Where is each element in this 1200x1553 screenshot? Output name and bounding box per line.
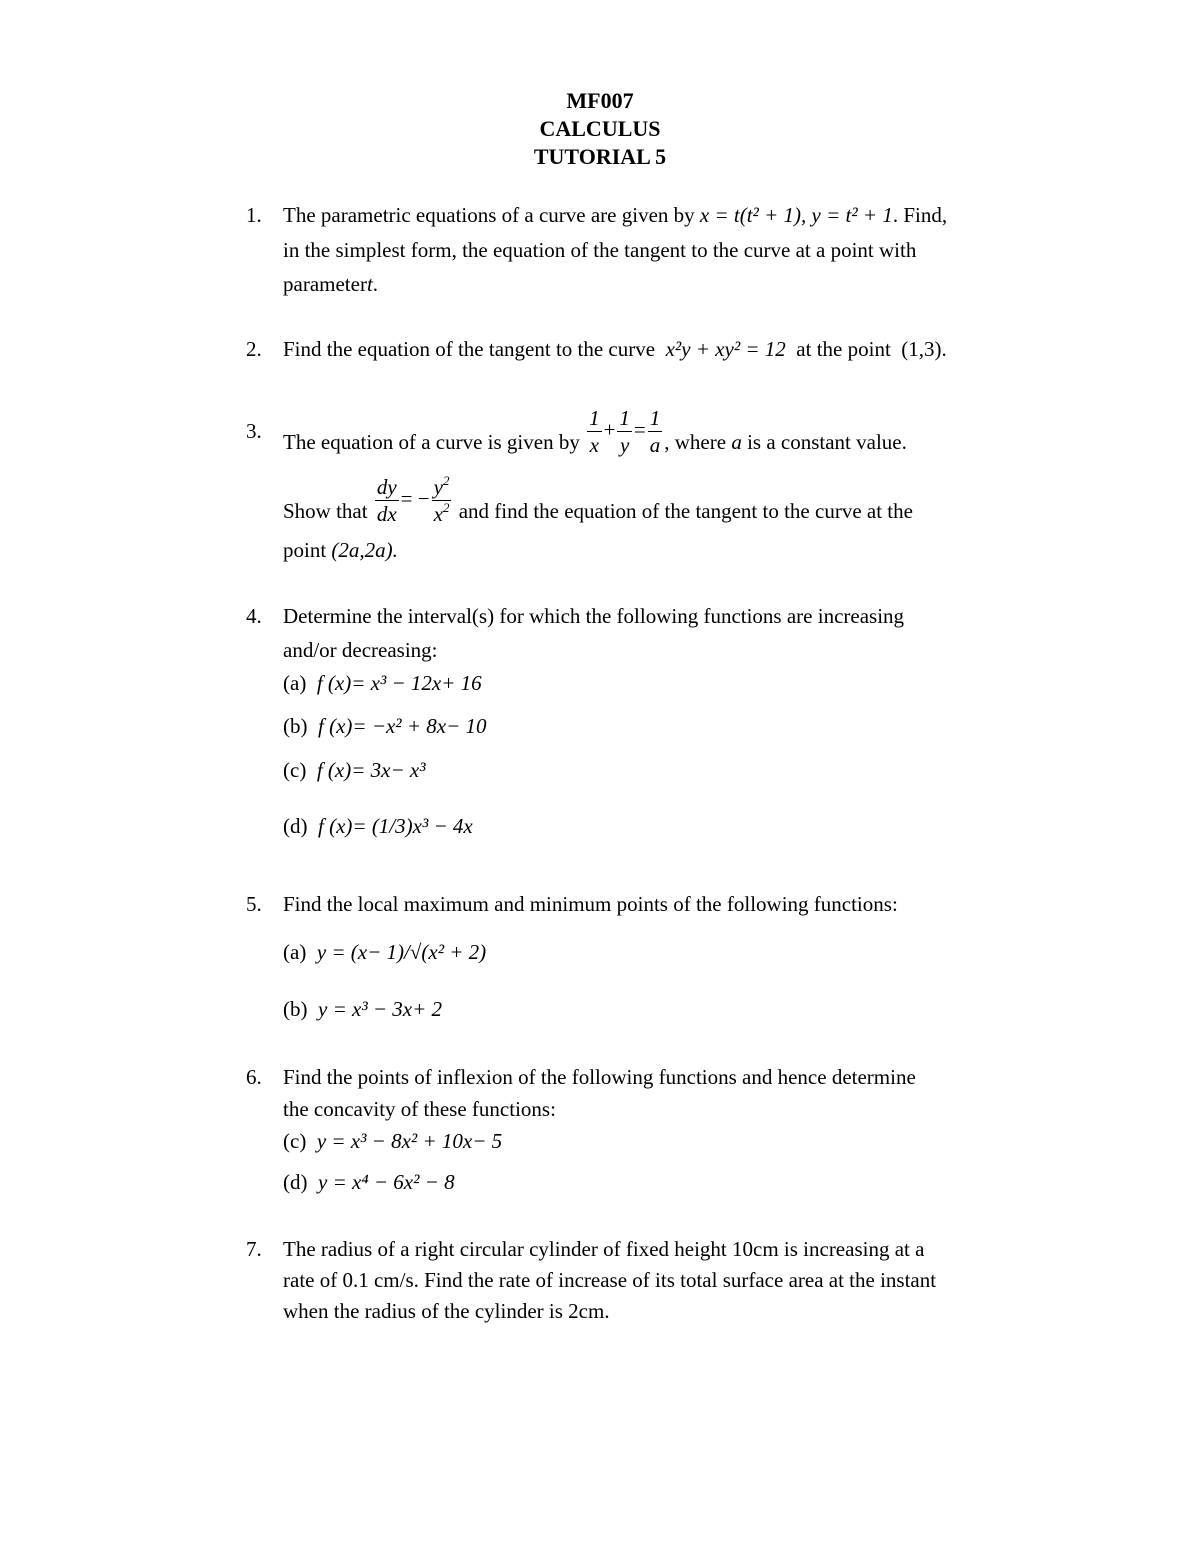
sub-part: (b) f (x)= −x² + 8x− 10 xyxy=(283,714,487,738)
question-line: The radius of a right circular cylinder of fixed height 10cm is increasing at a xyxy=(283,1237,925,1261)
question-line: Find the points of inflexion of the following functions and hence determine xyxy=(283,1065,916,1089)
fraction: $\frac{y^2}{x^2}$ xyxy=(433,473,450,526)
tutorial-title: TUTORIAL 5 xyxy=(533,144,667,169)
math-expression: y = (x− 1)/√(x² + 2) xyxy=(316,940,487,964)
question-line: rate of 0.1 cm/s. Find the rate of increase of its total surface area at the instant xyxy=(283,1268,937,1292)
math-expression: y = x⁴ − 6x² − 8 xyxy=(318,1170,455,1194)
point: (1,3). xyxy=(901,337,947,361)
math-expression: x²y + xy² = 12 xyxy=(665,337,786,361)
question-line: Determine the interval(s) for which the following functions are increasing xyxy=(283,604,905,628)
course-subject: CALCULUS xyxy=(539,116,661,141)
fraction: $\frac{1}{x}$ xyxy=(589,406,600,457)
question-line: when the radius of the cylinder is 2cm. xyxy=(283,1299,610,1323)
math-expression: f (x)= (1/3)x³ − 4x xyxy=(318,814,473,838)
sub-part: (b) y = x³ − 3x+ 2 xyxy=(283,997,443,1021)
question-line: Find the local maximum and minimum points of the following functions: xyxy=(283,892,898,916)
fraction: $\frac{1}{a}$ xyxy=(649,406,661,457)
derivative-fraction: $\frac{dy}{dx}$ xyxy=(376,475,397,526)
question-number: 4. xyxy=(246,604,262,628)
question-line: point (2a,2a). xyxy=(283,538,398,562)
math-expression: f (x)= x³ − 12x+ 16 xyxy=(316,671,482,695)
math-expression: y = x³ − 8x² + 10x− 5 xyxy=(316,1129,503,1153)
question-line: Find the equation of the tangent to the curve x²y + xy² = 12 at the point (1,3). xyxy=(283,337,947,361)
question-line: parametert. xyxy=(283,272,379,296)
math-expression: f (x)= −x² + 8x− 10 xyxy=(318,714,487,738)
sub-part: (d) y = x⁴ − 6x² − 8 xyxy=(283,1170,455,1194)
math-expression: y = x³ − 3x+ 2 xyxy=(318,997,443,1021)
sub-part: (d) f (x)= (1/3)x³ − 4x xyxy=(283,814,473,838)
question-number: 3. xyxy=(246,419,262,443)
question-line: the concavity of these functions: xyxy=(283,1097,556,1121)
question-number: 2. xyxy=(246,337,262,361)
question-line: The equation of a curve is given by $\frac{1}{x}$ + $\frac{1}{y}$ = $\frac{1}{a}$ , where a is a constant value. xyxy=(283,406,907,457)
sub-part: (a) f (x)= x³ − 12x+ 16 xyxy=(283,671,482,695)
course-code: MF007 xyxy=(566,88,634,113)
fraction: $\frac{1}{y}$ xyxy=(619,406,630,457)
sub-part: (a) y = (x− 1)/√(x² + 2) xyxy=(283,940,487,964)
question-line: The parametric equations of a curve are given by x = t(t² + 1), y = t² + 1. Find, xyxy=(283,203,948,227)
math-expression: f (x)= 3x− x³ xyxy=(316,758,426,782)
question-line: in the simplest form, the equation of the tangent to the curve at a point with xyxy=(283,238,917,262)
question-number: 6. xyxy=(246,1065,262,1089)
question-line: and/or decreasing: xyxy=(283,638,438,662)
math-expression: x = t(t² + 1), y = t² + 1 xyxy=(699,203,893,227)
question-number: 5. xyxy=(246,892,262,916)
question-number: 1. xyxy=(246,203,262,227)
sub-part: (c) f (x)= 3x− x³ xyxy=(283,758,426,782)
sub-part: (c) y = x³ − 8x² + 10x− 5 xyxy=(283,1129,503,1153)
question-number: 7. xyxy=(246,1237,262,1261)
question-line: Show that $\frac{dy}{dx}$ = − $\frac{y^2}{x^2}$ and find the equation of the tangent to the curve at the xyxy=(283,473,913,526)
